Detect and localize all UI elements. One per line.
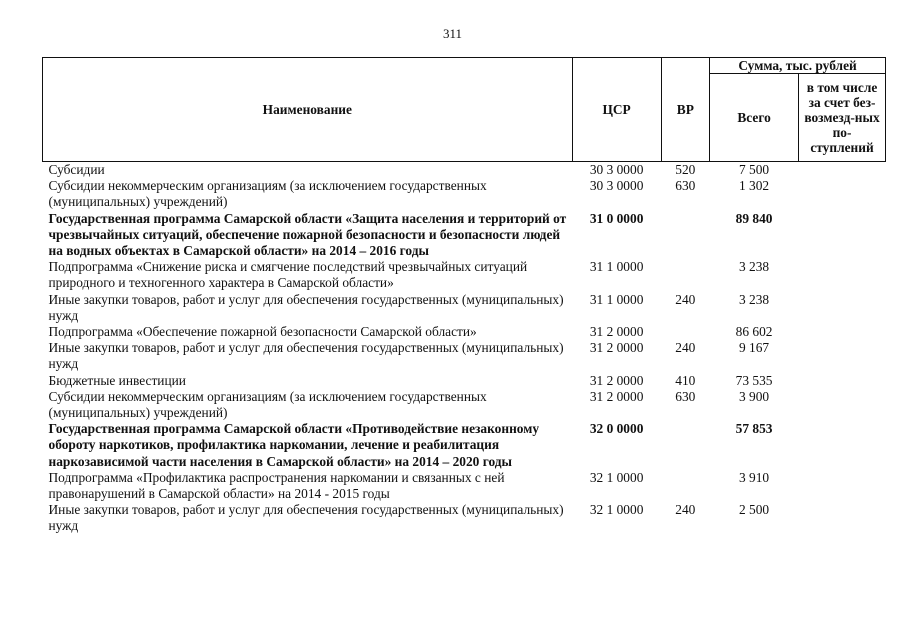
header-incl: в том числе за счет без-возмезд-ных по-ступлений	[799, 74, 886, 162]
row-incl	[799, 421, 886, 470]
table-row	[43, 178, 886, 210]
table-row	[43, 324, 886, 340]
row-total: 3 910	[738, 469, 770, 485]
row-total: 73 535	[735, 372, 773, 388]
row-total: 57 853	[735, 421, 773, 437]
row-name: Подпрограмма «Профилактика распространения наркомании и связанных с ней правонарушений в Самарской области» на 2014 - 2015 годы	[48, 469, 505, 502]
row-vr	[661, 211, 710, 260]
row-vr: 240	[675, 502, 696, 518]
row-vr	[661, 470, 710, 502]
row-incl	[799, 211, 886, 260]
row-csr: 30 3 0000	[589, 162, 644, 177]
header-vr: ВР	[661, 58, 710, 162]
table-row	[43, 502, 886, 534]
row-name: Иные закупки товаров, работ и услуг для обеспечения государственных (муниципальных) нужд	[48, 502, 564, 534]
row-incl	[799, 178, 886, 210]
table-row	[43, 340, 886, 372]
row-incl	[799, 259, 886, 291]
table-row	[43, 292, 886, 324]
row-vr: 630	[675, 388, 696, 404]
row-name: Государственная программа Самарской области «Противодействие незаконному обороту наркотиков, профилактика наркомании, лечение и реабилитация наркозависимой части населения в Самарской области» на 2014 – 2020 годы	[48, 421, 540, 469]
row-name: Субсидии некоммерческим организациям (за исключением государственных (муниципальных) учреждений)	[48, 178, 487, 210]
header-csr: ЦСР	[572, 58, 661, 162]
row-vr: 630	[675, 178, 696, 194]
row-incl	[799, 389, 886, 421]
row-name: Государственная программа Самарской области «Защита населения и территорий от чрезвычайных ситуаций, обеспечение пожарной безопасности и безопасности людей на водных объектах в Самарской области» на 2014 – 2016 годы	[48, 210, 567, 259]
row-vr	[661, 421, 710, 470]
row-total: 89 840	[735, 210, 773, 226]
row-csr: 32 0 0000	[589, 421, 644, 437]
row-incl	[799, 292, 886, 324]
row-incl	[799, 502, 886, 534]
row-incl	[799, 162, 886, 179]
row-csr: 32 1 0000	[589, 502, 644, 518]
row-total: 2 500	[738, 502, 770, 518]
table-row	[43, 421, 886, 470]
row-total: 7 500	[738, 162, 770, 177]
row-name: Подпрограмма «Обеспечение пожарной безопасности Самарской области»	[48, 324, 477, 340]
row-name: Подпрограмма «Снижение риска и смягчение последствий чрезвычайных ситуаций природного и техногенного характера в Самарской области»	[48, 259, 528, 291]
row-incl	[799, 470, 886, 502]
row-vr	[661, 259, 710, 291]
row-total: 3 900	[738, 388, 770, 404]
row-incl	[799, 373, 886, 389]
table-row	[43, 373, 886, 389]
row-csr: 31 2 0000	[589, 340, 644, 356]
row-vr: 520	[675, 162, 696, 177]
row-vr: 240	[675, 291, 696, 307]
row-csr: 32 1 0000	[589, 469, 644, 485]
table-row	[43, 162, 886, 179]
row-name: Бюджетные инвестиции	[48, 372, 186, 388]
row-incl	[799, 324, 886, 340]
header-total: Всего	[710, 74, 799, 162]
table-header	[43, 58, 886, 162]
header-name: Наименование	[43, 58, 573, 162]
row-csr: 31 1 0000	[589, 291, 644, 307]
row-total: 86 602	[735, 324, 773, 340]
table-row	[43, 259, 886, 291]
row-csr: 31 1 0000	[589, 259, 644, 275]
row-csr: 31 2 0000	[589, 324, 644, 340]
row-vr: 240	[675, 340, 696, 356]
row-total: 1 302	[738, 178, 770, 194]
table-row	[43, 211, 886, 260]
row-total: 3 238	[738, 259, 770, 275]
row-name: Субсидии	[48, 162, 105, 177]
row-total: 3 238	[738, 291, 770, 307]
row-name: Субсидии некоммерческим организациям (за исключением государственных (муниципальных) учреждений)	[48, 388, 487, 421]
row-name: Иные закупки товаров, работ и услуг для обеспечения государственных (муниципальных) нужд	[48, 291, 564, 323]
row-name: Иные закупки товаров, работ и услуг для обеспечения государственных (муниципальных) нужд	[48, 340, 564, 372]
header-sum: Сумма, тыс. рублей	[710, 58, 886, 74]
budget-table	[42, 57, 886, 535]
row-csr: 30 3 0000	[589, 178, 644, 194]
table-body	[43, 162, 886, 535]
row-incl	[799, 340, 886, 372]
row-vr: 410	[675, 372, 696, 388]
row-csr: 31 0 0000	[589, 210, 644, 226]
table-row	[43, 470, 886, 502]
row-total: 9 167	[738, 340, 770, 356]
row-vr	[661, 324, 710, 340]
page-number: 311	[442, 26, 463, 41]
table-row	[43, 389, 886, 421]
row-csr: 31 2 0000	[589, 388, 644, 404]
row-csr: 31 2 0000	[589, 372, 644, 388]
